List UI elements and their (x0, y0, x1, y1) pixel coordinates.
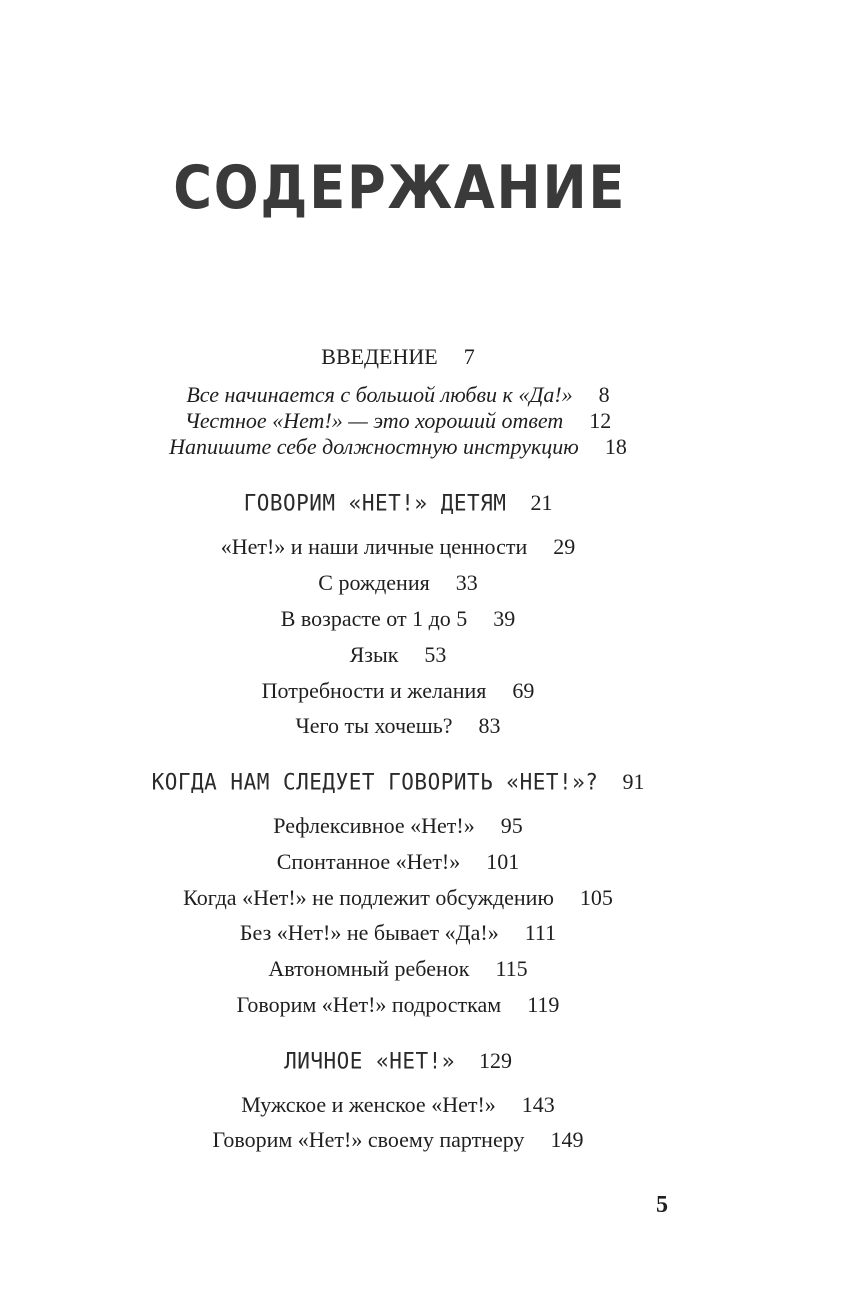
toc-entry (0, 572, 796, 594)
toc-entry-text: Без «Нет!» не бывает «Да!» (239, 920, 499, 945)
toc-chapter-heading (0, 1050, 796, 1072)
toc-entry (0, 608, 796, 630)
toc-entry-page: 143 (521, 1092, 555, 1117)
toc-entry-text: Потребности и желания (261, 678, 487, 703)
toc-entry-page: 119 (527, 992, 560, 1017)
toc-entry (0, 1129, 796, 1151)
toc-intro-heading (0, 346, 796, 368)
toc-chapter-title: КОГДА НАМ СЛЕДУЕТ ГОВОРИТЬ «НЕТ!»? (151, 769, 599, 795)
toc-chapter-page: 91 (622, 769, 645, 794)
toc-entry-text: Все начинается с большой любви к «Да!» (186, 382, 573, 407)
toc-entry (0, 958, 796, 980)
toc-entry (0, 815, 796, 837)
toc-chapter-title: ЛИЧНОЕ «НЕТ!» (284, 1048, 455, 1074)
toc-chapter-heading (0, 492, 796, 514)
toc-entry-page: 29 (553, 534, 576, 559)
toc-entry (0, 436, 796, 458)
toc-entry (0, 994, 796, 1016)
toc-entry-page: 115 (495, 956, 528, 981)
toc-entry-text: Автономный ребенок (268, 956, 470, 981)
toc-entry-page: 83 (478, 713, 501, 738)
toc-entry-text: С рождения (318, 570, 430, 595)
toc-entry-text: Говорим «Нет!» своему партнеру (212, 1127, 525, 1152)
toc-entry-page: 53 (424, 642, 447, 667)
toc-entry-page: 95 (500, 813, 523, 838)
toc-entry (0, 851, 796, 873)
toc-chapter-title: ГОВОРИМ «НЕТ!» ДЕТЯМ (243, 490, 507, 516)
toc-entry (0, 922, 796, 944)
toc-intro-label: ВВЕДЕНИЕ (321, 344, 438, 369)
page-title: СОДЕРЖАНИЕ (173, 153, 627, 223)
toc-chapter-page: 129 (478, 1048, 512, 1073)
toc-entry (0, 384, 796, 406)
toc-entry-page: 105 (579, 885, 613, 910)
toc-chapter-page: 21 (530, 490, 553, 515)
toc-entry-text: Чего ты хочешь? (295, 713, 453, 738)
toc-entry-page: 18 (604, 434, 627, 459)
toc-entry (0, 680, 796, 702)
toc-entry (0, 715, 796, 737)
toc-entry (0, 1094, 796, 1116)
toc-entry-text: «Нет!» и наши личные ценности (220, 534, 528, 559)
toc-entry (0, 410, 796, 432)
toc-entry-text: Спонтанное «Нет!» (276, 849, 461, 874)
toc-entry (0, 887, 796, 909)
toc-entry-text: Честное «Нет!» — это хороший ответ (184, 408, 564, 433)
toc-entry-text: Рефлексивное «Нет!» (273, 813, 475, 838)
toc-entry-page: 149 (550, 1127, 584, 1152)
toc-entry-text: Мужское и женское «Нет!» (241, 1092, 496, 1117)
toc-entry-page: 39 (493, 606, 516, 631)
toc-entry-text: В возрасте от 1 до 5 (280, 606, 468, 631)
toc-entry-page: 101 (486, 849, 520, 874)
toc-intro-page: 7 (463, 344, 475, 369)
toc-entry-text: Говорим «Нет!» подросткам (236, 992, 502, 1017)
toc-entry-page: 69 (512, 678, 535, 703)
toc-entry (0, 536, 796, 558)
toc-entry-text: Напишите себе должностную инструкцию (169, 434, 579, 459)
page-number: 5 (656, 1192, 668, 1218)
toc-entry-page: 33 (455, 570, 478, 595)
toc-entry-page: 111 (524, 920, 557, 945)
toc-entry-text: Язык (349, 642, 399, 667)
toc-entry-text: Когда «Нет!» не подлежит обсуждению (183, 885, 554, 910)
toc-entry-page: 12 (589, 408, 612, 433)
toc-entry (0, 644, 796, 666)
toc-entry-page: 8 (598, 382, 610, 407)
toc-chapter-heading (0, 771, 808, 793)
